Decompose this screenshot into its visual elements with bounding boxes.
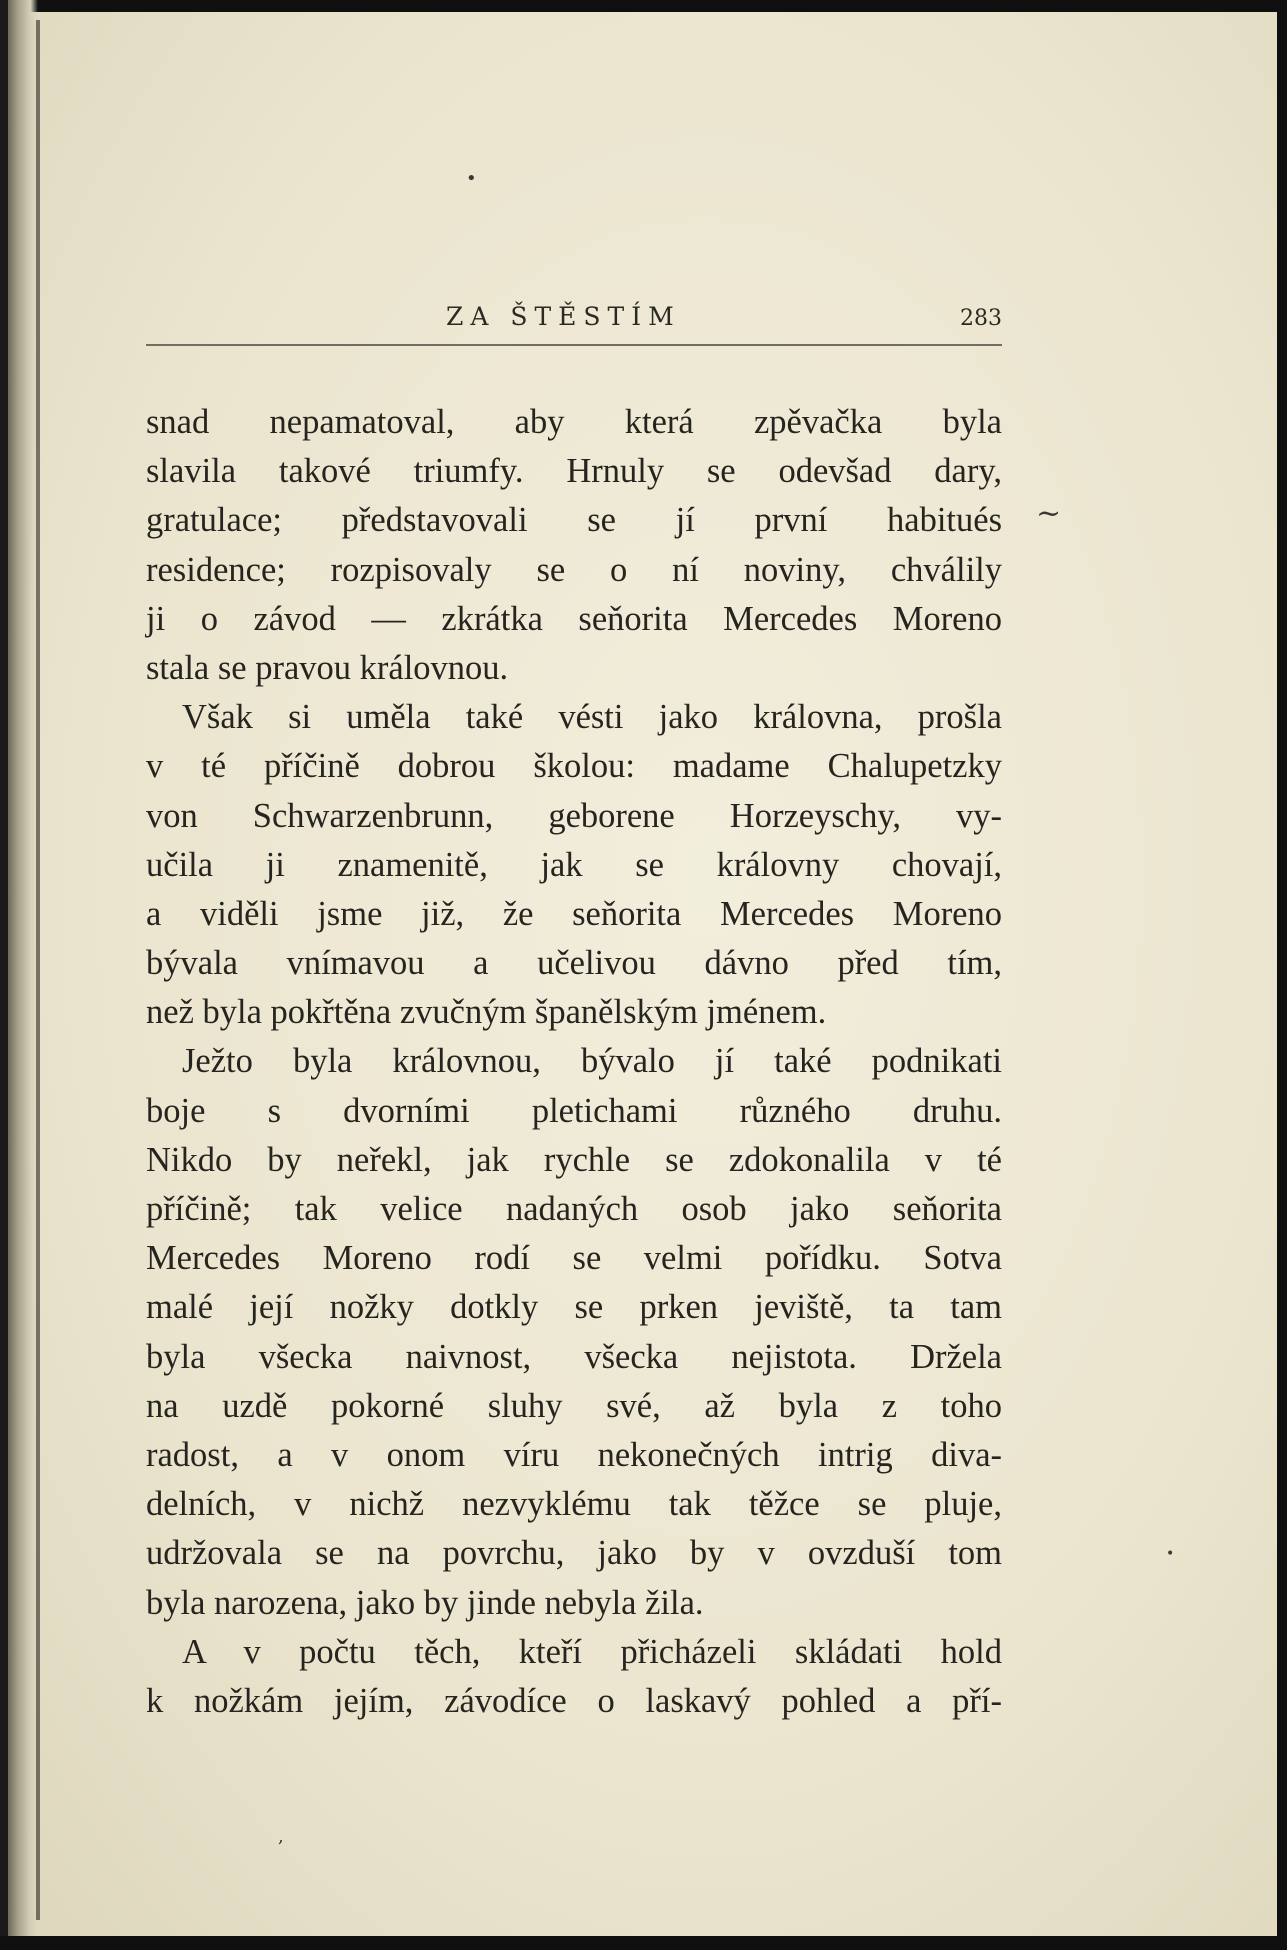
- text-line: a viděli jsme již, že seňorita Mercedes Moreno: [146, 894, 1002, 933]
- text-line: Však si uměla také vésti jako královna, prošla: [182, 698, 1002, 737]
- text-line: A v počtu těch, kteří přicházeli skládati hold: [182, 1632, 1002, 1671]
- text-line: byla všecka naivnost, všecka nejistota. Držela: [146, 1337, 1002, 1376]
- text-line: slavila takové triumfy. Hrnuly se odevšad dary,: [146, 452, 1002, 491]
- ink-speck: •: [466, 168, 477, 189]
- text-line: než byla pokřtěna zvučným španělským jménem.: [146, 993, 827, 1032]
- text-line: malé její nožky dotkly se prken jeviště, ta tam: [146, 1288, 1002, 1327]
- text-line: Mercedes Moreno rodí se velmi pořídku. Sotva: [146, 1239, 1002, 1278]
- header-rule: [146, 344, 1002, 346]
- text-line: snad nepamatoval, aby která zpěvačka byla: [146, 403, 1002, 441]
- text-line: bývala vnímavou a učelivou dávno před tím,: [146, 944, 1002, 983]
- text-line: von Schwarzenbrunn, geborene Horzeyschy, vy-: [146, 796, 1002, 835]
- scan-border-left: [0, 0, 8, 1950]
- scan-border-top: [0, 0, 1287, 12]
- text-line: byla narozena, jako by jinde nebyla žila.: [146, 1583, 704, 1622]
- scan-border-bottom: [0, 1936, 1287, 1950]
- text-line: radost, a v onom víru nekonečných intrig diva-: [146, 1435, 1002, 1474]
- text-line: udržovala se na povrchu, jako by v ovzduší tom: [146, 1534, 1002, 1573]
- text-line: příčině; tak velice nadaných osob jako seňorita: [146, 1190, 1002, 1228]
- body-text: [146, 398, 1002, 1726]
- ink-speck: •: [1166, 1546, 1175, 1562]
- text-line: ji o závod — zkrátka seňorita Mercedes Moreno: [146, 599, 1002, 638]
- text-line: na uzdě pokorné sluhy své, až byla z toho: [146, 1386, 1002, 1425]
- text-line: v té příčině dobrou školou: madame Chalupetzky: [146, 747, 1002, 786]
- text-line: boje s dvorními pletichami různého druhu.: [146, 1091, 1002, 1130]
- margin-mark: ~: [1036, 496, 1062, 531]
- text-line: stala se pravou královnou.: [146, 648, 509, 687]
- text-line: Nikdo by neřekl, jak rychle se zdokonalila v té: [146, 1140, 1002, 1179]
- text-line: residence; rozpisovaly se o ní noviny, chválily: [146, 550, 1002, 589]
- text-line: učila ji znamenitě, jak se královny chovají,: [146, 845, 1002, 884]
- text-line: delních, v nichž nezvyklému tak těžce se pluje,: [146, 1485, 1002, 1524]
- gutter-line: [36, 20, 40, 1920]
- scan-border-right: [1277, 0, 1287, 1950]
- book-spine-shadow: [8, 0, 38, 1950]
- running-head-title: ZA ŠTĚSTÍM: [446, 302, 681, 331]
- text-line: gratulace; představovali se jí první habitués: [146, 501, 1002, 540]
- ink-speck: ,: [278, 1826, 284, 1847]
- page-number: 283: [960, 306, 1002, 331]
- text-line: Ježto byla královnou, bývalo jí také podnikati: [182, 1042, 1002, 1081]
- running-head: [146, 302, 1002, 342]
- text-line: k nožkám jejím, závodíce o laskavý pohled a pří-: [146, 1681, 1002, 1720]
